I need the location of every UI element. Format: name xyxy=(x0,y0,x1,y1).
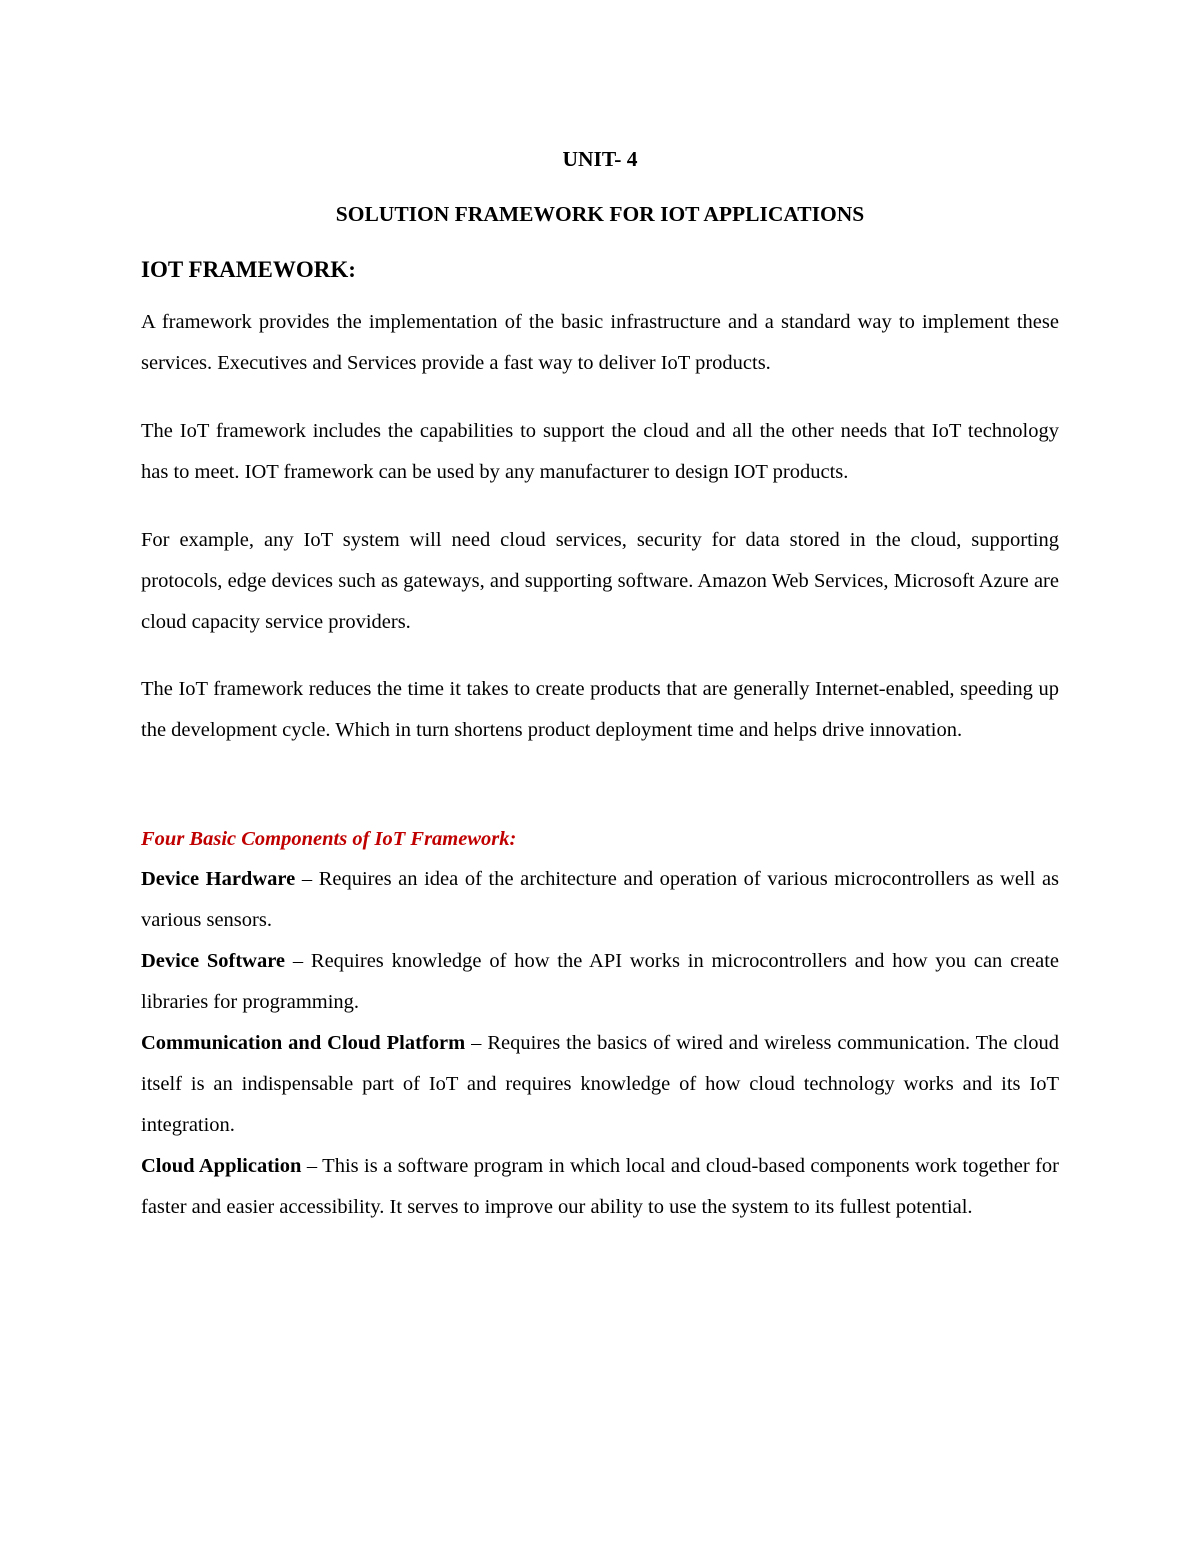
component-description: This is a software program in which local and cloud-based components work together for faster and easier accessibility. It serves to improve our ability to use the system to its fullest potential. xyxy=(141,1155,1059,1218)
component-separator: – xyxy=(285,950,311,972)
paragraph: The IoT framework includes the capabilities to support the cloud and all the other needs that IoT technology has to meet. IOT framework can be used by any manufacturer to design IOT products. xyxy=(141,420,1059,483)
component-term: Device Software xyxy=(141,950,286,972)
component-device-hardware xyxy=(141,859,1059,941)
component-device-software xyxy=(141,941,1059,1023)
paragraph: A framework provides the implementation of the basic infrastructure and a standard way to implement these services. Executives and Services provide a fast way to deliver IoT products. xyxy=(141,311,1059,374)
paragraph: The IoT framework reduces the time it takes to create products that are generally Internet-enabled, speeding up the development cycle. Which in turn shortens product deployment time and helps drive innovation. xyxy=(141,678,1059,741)
component-separator: – xyxy=(295,868,319,890)
components-heading: Four Basic Components of IoT Framework: xyxy=(141,828,517,850)
component-term: Device Hardware xyxy=(141,868,296,890)
component-description: Requires knowledge of how the API works in microcontrollers and how you can create libraries for programming. xyxy=(141,950,1060,1013)
component-term: Cloud Application xyxy=(141,1155,302,1177)
component-description: Requires the basics of wired and wireless communication. The cloud itself is an indispensable part of IoT and requires knowledge of how cloud technology works and its IoT integration. xyxy=(141,1032,1059,1136)
component-term: Communication and Cloud Platform xyxy=(141,1032,466,1054)
document-title: SOLUTION FRAMEWORK FOR IOT APPLICATIONS xyxy=(335,202,865,226)
component-communication-cloud-platform xyxy=(141,1023,1059,1146)
unit-label: UNIT- 4 xyxy=(562,147,638,171)
component-description: Requires an idea of the architecture and operation of various microcontrollers as well as various sensors. xyxy=(141,868,1060,931)
paragraph: For example, any IoT system will need cloud services, security for data stored in the cloud, supporting protocols, edge devices such as gateways, and supporting software. Amazon Web Services, Microsoft Azure are cloud capacity service providers. xyxy=(141,529,1059,633)
component-cloud-application xyxy=(141,1146,1059,1228)
component-separator: – xyxy=(465,1032,488,1054)
section-heading: IOT FRAMEWORK: xyxy=(141,257,356,282)
component-separator: – xyxy=(301,1155,323,1177)
components-list xyxy=(141,859,1059,1228)
